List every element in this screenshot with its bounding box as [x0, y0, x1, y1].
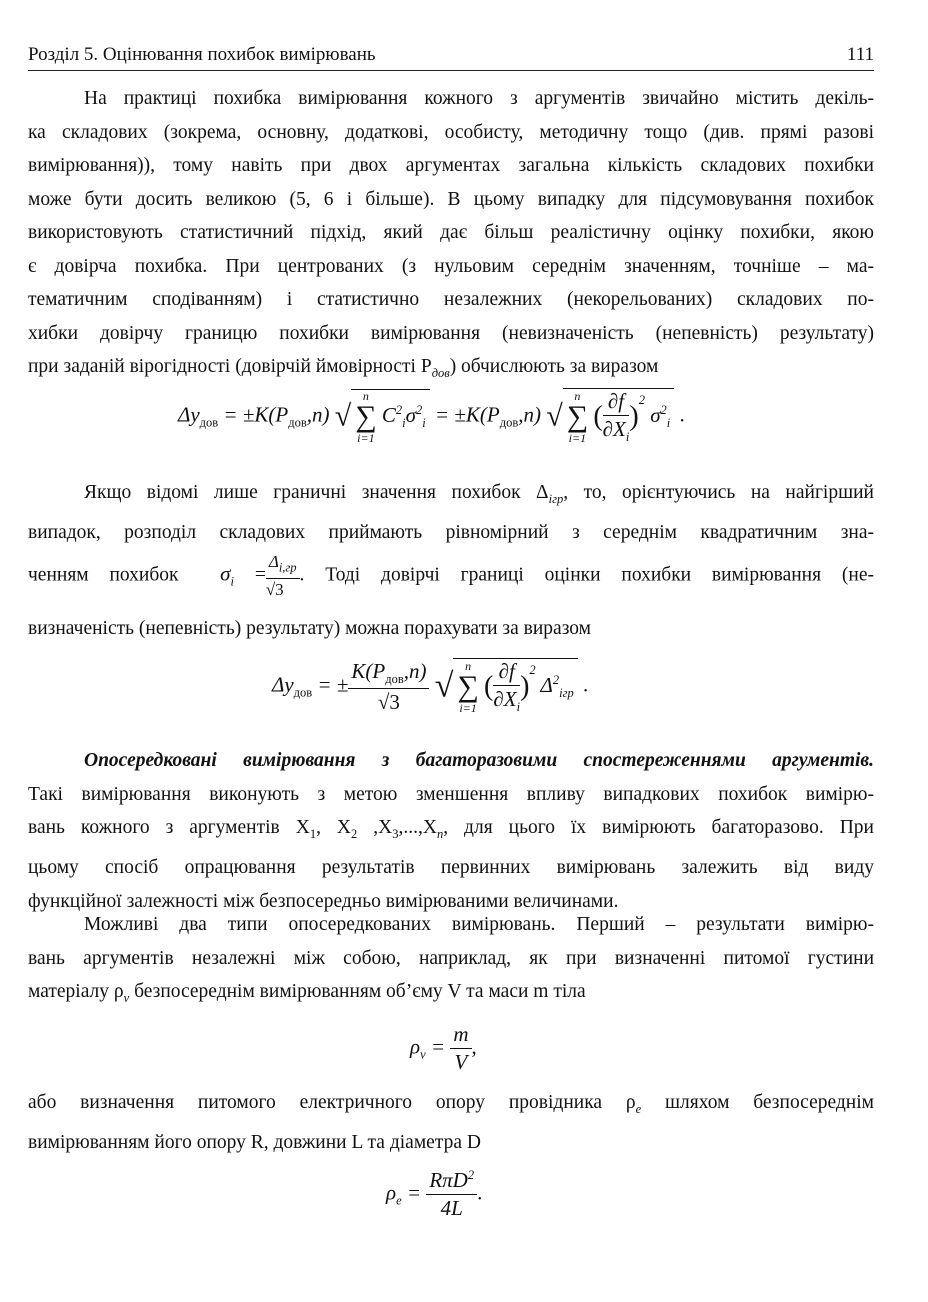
sqrt-body: [453, 658, 577, 715]
formula-text: = ±K(P: [434, 402, 500, 427]
formula-text: σ: [650, 402, 661, 427]
running-header: [28, 44, 874, 71]
paragraph-1: [28, 82, 874, 390]
text-fragment: , то, орієнтуючись на найгірший: [563, 482, 874, 503]
header-title: Розділ 5. Оцінювання похибок вимірювань: [28, 44, 376, 65]
subscript: e: [635, 1101, 642, 1116]
sum-lower-limit: i=1: [568, 431, 587, 446]
k-fraction: [348, 659, 429, 715]
sqrt-sign: √: [334, 399, 352, 433]
subscript: 3: [392, 826, 399, 841]
density-fraction: [450, 1022, 471, 1075]
resistivity-fraction: [426, 1168, 477, 1221]
text-line: є довірча похибка. При центрованих (з нульовим середнім значенням, точніше – ма-: [28, 255, 874, 277]
fraction-denominator: 4L: [440, 1196, 463, 1220]
subscript: v: [420, 1047, 426, 1062]
subscript: i: [625, 430, 630, 445]
subscript: i: [230, 574, 234, 589]
formula-text: ,n): [518, 402, 541, 427]
subscript: i: [516, 700, 521, 715]
fraction-denominator: √3: [265, 580, 284, 600]
text-line: використовують статистичний підхід, який дає більш реалістичну оцінку похибки, якою: [28, 222, 874, 243]
text-line: може бути досить великою (5, 6 і більше). В цьому випадку для підсумовування похибок: [28, 188, 874, 210]
text-line: [28, 811, 874, 851]
subscript: i: [422, 416, 426, 431]
text-fragment: вань кожного з аргументів X: [28, 817, 310, 838]
paragraph-2-line-3: [28, 552, 874, 600]
formula-text: C: [381, 402, 396, 427]
sum-upper-limit: n: [362, 389, 369, 404]
paren-close: ): [629, 401, 639, 433]
text-line: випадок, розподіл складових приймають рівномірний з середнім квадратичним зна-: [28, 522, 874, 544]
formula-text: Δ: [268, 552, 279, 571]
formula-text: RπD: [429, 1168, 468, 1192]
formula-lhs: ρ: [410, 1034, 421, 1059]
formula-text: K(P: [351, 658, 386, 683]
sum-lower-limit: i=1: [459, 701, 477, 716]
formula-text: ∂X: [493, 687, 517, 711]
formula-text: Δ: [540, 672, 553, 697]
paragraph-5: [28, 1086, 874, 1160]
text-line: [28, 476, 874, 516]
formula-text: = ±: [317, 672, 349, 697]
fraction-numerator: ∂f: [603, 389, 630, 416]
text-line: [28, 350, 874, 390]
subscript: e: [396, 1193, 402, 1208]
subscript: дов: [499, 415, 519, 430]
paragraph-2-line-4: [28, 612, 874, 646]
subscript: i: [666, 416, 671, 431]
text-line: вань аргументів незалежні між собою, наприклад, як при визначенні питомої густини: [28, 947, 874, 969]
sigma-glyph: ∑: [355, 400, 377, 434]
formula-uniform-bound: [272, 658, 588, 715]
superscript: 2: [638, 392, 645, 407]
text-fragment: або визначення питомого електричного опору провідника ρ: [28, 1092, 636, 1113]
formula-resistivity: [386, 1168, 482, 1221]
fraction-denominator: √3: [377, 689, 400, 714]
text-line: Можливі два типи опосередкованих вимірювань. Перший – результати вимірю-: [84, 914, 874, 935]
formula-text: =: [430, 1034, 446, 1059]
text-fragment: безпосереднім вимірюванням об’єму V та маси m тіла: [129, 981, 586, 1002]
superscript: 2: [467, 1168, 475, 1182]
paragraph-3: [28, 744, 874, 918]
text-fragment: . Тоді довірчі границі оцінки похибки вимірювання (не-: [299, 564, 874, 586]
text-fragment: при заданій вірогідності (довірчій ймовірності P: [28, 356, 432, 377]
sqrt-sign: √: [546, 399, 563, 433]
text-fragment: матеріалу ρ: [28, 981, 124, 1002]
subscript: дов: [385, 671, 404, 686]
sqrt-body: [563, 388, 675, 445]
formula-text: σ: [405, 402, 416, 427]
superscript: 2: [660, 402, 667, 417]
subscript: 2: [351, 826, 358, 841]
formula-lhs: ρ: [386, 1180, 397, 1205]
subscript: дов: [431, 365, 450, 380]
formula-text: = ±K(P: [223, 402, 289, 427]
fraction-denominator: [493, 686, 520, 715]
subscript: 1: [309, 826, 317, 841]
inline-fraction: [266, 552, 300, 600]
sum-upper-limit: n: [574, 389, 581, 404]
text-line: визначеність (непевність) результату) можна порахувати за виразом: [28, 618, 592, 639]
subscript: дов: [199, 415, 219, 430]
text-fragment: шляхом безпосереднім: [641, 1092, 874, 1113]
subscript: v: [123, 990, 130, 1005]
text-line: ка складових (зокрема, основну, додаткові, особисту, методичну тощо (див. прямі разові: [28, 121, 874, 143]
fraction-denominator: [603, 416, 630, 445]
sqrt-body: [351, 389, 429, 444]
text-fragment: , X: [316, 817, 352, 838]
paragraph-2: [28, 476, 874, 550]
text-line: [28, 975, 874, 1015]
formula-text: ∂X: [602, 417, 626, 441]
formula-text: =: [406, 1180, 422, 1205]
partial-fraction: [493, 659, 520, 715]
formula-lhs: Δy: [272, 672, 294, 697]
sum-symbol: [567, 390, 588, 444]
formula-text: σ: [220, 561, 231, 586]
fraction-denominator: V: [454, 1050, 468, 1074]
subscript: дов: [288, 415, 307, 430]
superscript: 2: [415, 402, 423, 417]
text-line: [28, 1086, 874, 1126]
formula-confidence-sum: [178, 388, 685, 445]
text-fragment: , для цього їх вимірюють багаторазово. При: [443, 817, 874, 838]
formula-density: [410, 1022, 477, 1075]
sigma-glyph: ∑: [457, 670, 479, 704]
section-heading: Опосередковані вимірювання з багаторазовими спостереженнями аргументів.: [84, 750, 874, 771]
superscript: 2: [395, 402, 403, 417]
formula-end: .: [582, 672, 589, 697]
text-line: вимірювання)), тому навіть при двох аргументах загальна кількість складових похибки: [28, 155, 874, 176]
text-line: хибки довірчу границю похибки вимірювання (невизначеність (непевність) результату): [28, 322, 874, 344]
fraction-numerator: [348, 659, 429, 689]
subscript: і,гр: [278, 560, 297, 575]
fraction-numerator: [266, 552, 300, 579]
text-fragment: Якщо відомі лише граничні значення похибок Δ: [84, 482, 549, 503]
page-number: 111: [846, 44, 874, 65]
subscript: ігр: [559, 686, 574, 701]
subscript: i: [402, 416, 406, 431]
formula-end: ,: [471, 1034, 477, 1059]
paren-close: ): [520, 671, 530, 703]
subscript: дов: [293, 685, 313, 700]
text-fragment: ,X: [357, 817, 393, 838]
sum-upper-limit: n: [465, 659, 472, 674]
paren-open: (: [593, 401, 603, 433]
sum-symbol: [457, 660, 478, 714]
fraction-numerator: m: [450, 1022, 471, 1049]
text-fragment: ) обчислюють за виразом: [449, 356, 659, 377]
sum-lower-limit: i=1: [357, 431, 375, 446]
formula-text: =: [254, 564, 266, 586]
superscript: 2: [529, 662, 536, 677]
fraction-numerator: ∂f: [493, 659, 520, 686]
subscript: n: [436, 826, 444, 841]
superscript: 2: [552, 672, 560, 687]
sigma-glyph: ∑: [566, 400, 589, 434]
formula-text: ,n): [403, 658, 427, 683]
subscript: ігр: [548, 491, 564, 506]
text-line: функційної залежності між безпосередньо вимірюваними величинами.: [28, 890, 619, 912]
fraction-numerator: [426, 1168, 477, 1195]
text-fragment: ченням похибок: [28, 564, 179, 586]
text-line: тематичним сподіванням) і статистично незалежних (некорельованих) складових по-: [28, 289, 874, 310]
paren-open: (: [484, 671, 494, 703]
text-line: вимірюванням його опору R, довжини L та діаметра D: [28, 1132, 481, 1154]
formula-lhs: Δy: [178, 402, 200, 427]
formula-end: .: [477, 1180, 483, 1205]
text-line: цьому спосіб опрацювання результатів первинних вимірювань залежить від виду: [28, 857, 874, 879]
partial-fraction: [603, 389, 630, 445]
text-line: Такі вимірювання виконують з метою зменшення впливу випадкових похибок вимірю-: [28, 783, 874, 805]
text-line: [28, 552, 874, 600]
sqrt-sign: √: [434, 667, 454, 705]
formula-text: ,n): [306, 402, 330, 427]
paragraph-4: [28, 908, 874, 1015]
text-fragment: ,...,X: [398, 817, 437, 838]
text-line: На практиці похибка вимірювання кожного з аргументів звичайно містить декіль-: [84, 88, 874, 109]
sum-symbol: [355, 390, 376, 444]
formula-end: .: [679, 402, 685, 427]
